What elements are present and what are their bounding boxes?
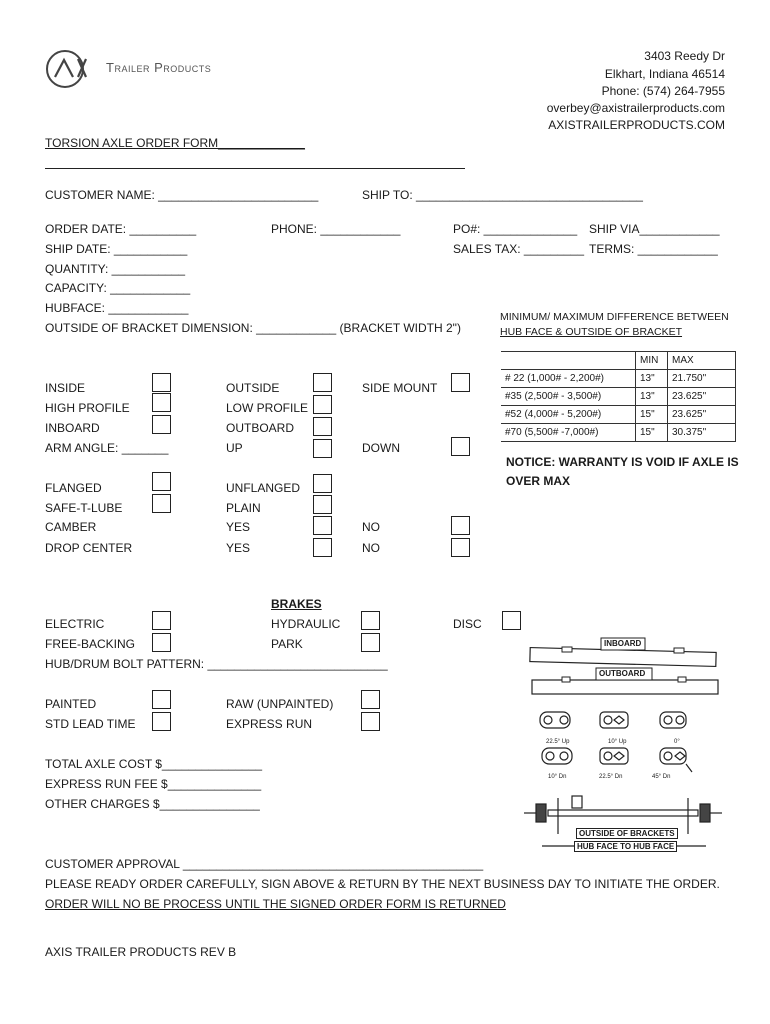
- free-backing-label: FREE-BACKING: [45, 637, 136, 651]
- table-row: #70 (5,500# -7,000#) 15" 30.375": [501, 424, 736, 442]
- high-profile-checkbox[interactable]: [152, 393, 171, 412]
- inboard-diagram-label: INBOARD: [604, 639, 642, 648]
- outside-checkbox[interactable]: [313, 373, 332, 392]
- outside-brackets-label: OUTSIDE OF BRACKETS: [576, 828, 678, 839]
- angle-label-3: 0°: [674, 739, 680, 745]
- revision-text: AXIS TRAILER PRODUCTS REV B: [45, 945, 237, 959]
- camber-no-label: NO: [362, 520, 380, 534]
- address-website: AXISTRAILERPRODUCTS.COM: [548, 118, 725, 132]
- table-row: #52 (4,000# - 5,200#) 15" 23.625": [501, 406, 736, 424]
- raw-label: RAW (UNPAINTED): [226, 697, 334, 711]
- express-run-checkbox[interactable]: [361, 712, 380, 731]
- inside-label: INSIDE: [45, 381, 86, 395]
- max-header: MAX: [668, 352, 736, 370]
- flanged-label: FLANGED: [45, 481, 102, 495]
- down-label: DOWN: [362, 441, 400, 455]
- hydraulic-label: HYDRAULIC: [271, 617, 341, 631]
- camber-no-checkbox[interactable]: [451, 516, 470, 535]
- side-mount-checkbox[interactable]: [451, 373, 470, 392]
- angle-label-1: 22.5° Up: [546, 739, 570, 745]
- low-profile-label: LOW PROFILE: [226, 401, 309, 415]
- express-fee-field[interactable]: EXPRESS RUN FEE $______________: [45, 777, 262, 791]
- high-profile-label: HIGH PROFILE: [45, 401, 130, 415]
- title-rule: [45, 168, 465, 169]
- camber-label: CAMBER: [45, 520, 97, 534]
- bolt-pattern-field[interactable]: HUB/DRUM BOLT PATTERN: ___________________________: [45, 657, 388, 671]
- minmax-table: [501, 351, 736, 442]
- camber-yes-checkbox[interactable]: [313, 516, 332, 535]
- angle-label-5: 22.5° Dn: [599, 774, 623, 780]
- quantity-field[interactable]: QUANTITY: ___________: [45, 262, 186, 276]
- terms-field[interactable]: TERMS: ____________: [589, 242, 718, 256]
- low-profile-checkbox[interactable]: [313, 395, 332, 414]
- plain-checkbox[interactable]: [313, 495, 332, 514]
- down-checkbox[interactable]: [451, 437, 470, 456]
- outboard-label: OUTBOARD: [226, 421, 295, 435]
- inside-checkbox[interactable]: [152, 373, 171, 392]
- customer-name-field[interactable]: CUSTOMER NAME: ________________________: [45, 188, 319, 202]
- ship-date-field[interactable]: SHIP DATE: ___________: [45, 242, 188, 256]
- other-charges-field[interactable]: OTHER CHARGES $_______________: [45, 797, 260, 811]
- outboard-diagram-label: OUTBOARD: [599, 669, 646, 678]
- disc-label: DISC: [453, 617, 482, 631]
- minmax-title-2: HUB FACE & OUTSIDE OF BRACKET: [500, 326, 683, 338]
- up-label: UP: [226, 441, 243, 455]
- painted-checkbox[interactable]: [152, 690, 171, 709]
- table-row: # 22 (1,000# - 2,200#) 13" 21.750": [501, 370, 736, 388]
- warranty-notice-1: NOTICE: WARRANTY IS VOID IF AXLE IS: [506, 455, 739, 469]
- angle-label-4: 10° Dn: [548, 774, 567, 780]
- po-field[interactable]: PO#: ______________: [453, 222, 578, 236]
- flanged-checkbox[interactable]: [152, 472, 171, 491]
- side-mount-label: SIDE MOUNT: [362, 381, 438, 395]
- min-header: MIN: [636, 352, 668, 370]
- drop-yes-checkbox[interactable]: [313, 538, 332, 557]
- free-backing-checkbox[interactable]: [152, 633, 171, 652]
- outside-label: OUTSIDE: [226, 381, 280, 395]
- customer-approval-field[interactable]: CUSTOMER APPROVAL _____________________________________________: [45, 857, 484, 871]
- table-row: [501, 352, 736, 370]
- inboard-checkbox[interactable]: [152, 415, 171, 434]
- address-street: 3403 Reedy Dr: [644, 49, 725, 63]
- plain-label: PLAIN: [226, 501, 261, 515]
- park-checkbox[interactable]: [361, 633, 380, 652]
- park-label: PARK: [271, 637, 303, 651]
- outside-bracket-field[interactable]: OUTSIDE OF BRACKET DIMENSION: ____________ (BRACKET WIDTH 2"): [45, 321, 461, 335]
- phone-field[interactable]: PHONE: ____________: [271, 222, 401, 236]
- instruction-text: PLEASE READY ORDER CAREFULLY, SIGN ABOVE & RETURN BY THE NEXT BUSINESS DAY TO INITIATE THE ORDER.: [45, 877, 720, 891]
- electric-checkbox[interactable]: [152, 611, 171, 630]
- form-title: TORSION AXLE ORDER FORM_____________: [45, 136, 305, 150]
- angle-label-2: 10° Up: [608, 739, 627, 745]
- warranty-notice-2: OVER MAX: [506, 474, 571, 488]
- painted-label: PAINTED: [45, 697, 97, 711]
- hydraulic-checkbox[interactable]: [361, 611, 380, 630]
- total-cost-field[interactable]: TOTAL AXLE COST $_______________: [45, 757, 263, 771]
- unflanged-checkbox[interactable]: [313, 474, 332, 493]
- angle-label-6: 45° Dn: [652, 774, 671, 780]
- drop-no-label: NO: [362, 541, 380, 555]
- safe-t-lube-checkbox[interactable]: [152, 494, 171, 513]
- arm-angle-field[interactable]: ARM ANGLE: _______: [45, 441, 169, 455]
- express-run-label: EXPRESS RUN: [226, 717, 313, 731]
- warning-text: ORDER WILL NO BE PROCESS UNTIL THE SIGNED ORDER FORM IS RETURNED: [45, 897, 506, 911]
- unflanged-label: UNFLANGED: [226, 481, 301, 495]
- up-checkbox[interactable]: [313, 439, 332, 458]
- ship-via-field[interactable]: SHIP VIA____________: [589, 222, 720, 236]
- address-phone: Phone: (574) 264-7955: [601, 84, 725, 98]
- address-city: Elkhart, Indiana 46514: [604, 67, 725, 81]
- drop-center-label: DROP CENTER: [45, 541, 133, 555]
- drop-no-checkbox[interactable]: [451, 538, 470, 557]
- order-date-field[interactable]: ORDER DATE: __________: [45, 222, 197, 236]
- raw-checkbox[interactable]: [361, 690, 380, 709]
- outboard-checkbox[interactable]: [313, 417, 332, 436]
- minmax-title-1: MINIMUM/ MAXIMUM DIFFERENCE BETWEEN: [500, 311, 729, 323]
- safe-t-lube-label: SAFE-T-LUBE: [45, 501, 123, 515]
- hubface-field[interactable]: HUBFACE: ____________: [45, 301, 189, 315]
- table-row: #35 (2,500# - 3,500#) 13" 23.625": [501, 388, 736, 406]
- camber-yes-label: YES: [226, 520, 251, 534]
- std-lead-label: STD LEAD TIME: [45, 717, 136, 731]
- brakes-title: BRAKES: [271, 597, 322, 611]
- sales-tax-field[interactable]: SALES TAX: _________: [453, 242, 584, 256]
- hub-face-label: HUB FACE TO HUB FACE: [574, 841, 677, 852]
- std-lead-checkbox[interactable]: [152, 712, 171, 731]
- ship-to-field[interactable]: SHIP TO: __________________________________: [362, 188, 643, 202]
- drop-yes-label: YES: [226, 541, 251, 555]
- inboard-label: INBOARD: [45, 421, 100, 435]
- disc-checkbox[interactable]: [502, 611, 521, 630]
- capacity-field[interactable]: CAPACITY: ____________: [45, 281, 191, 295]
- logo-name: Trailer Products: [106, 60, 212, 75]
- electric-label: ELECTRIC: [45, 617, 105, 631]
- address-email: overbey@axistrailerproducts.com: [546, 101, 725, 115]
- axle-diagram: [518, 630, 730, 860]
